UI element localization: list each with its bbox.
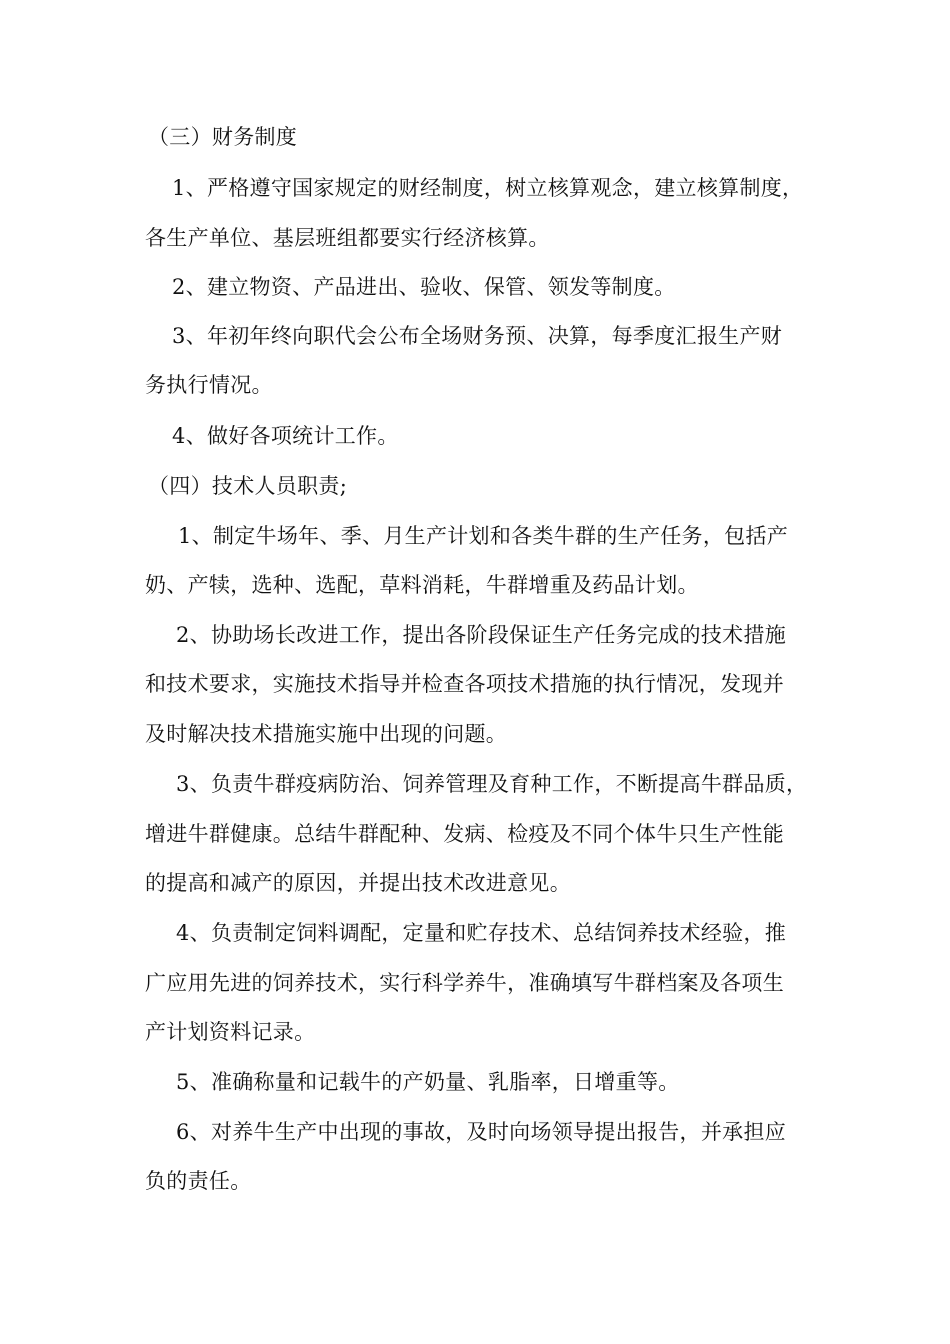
section-4-item-1-line-2: 奶、产犊，选种、选配，草料消耗，牛群增重及药品计划。: [145, 573, 699, 597]
section-4-item-4-line-1: 4、负责制定饲料调配，定量和贮存技术、总结饲养技术经验，推: [176, 921, 787, 945]
section-4-item-2-line-3: 及时解决技术措施实施中出现的问题。: [145, 722, 508, 746]
section-4-item-4-line-2: 广应用先进的饲养技术，实行科学养牛，准确填写牛群档案及各项生: [145, 971, 784, 995]
section-4-item-6-line-1: 6、对养牛生产中出现的事故，及时向场领导提出报告，并承担应: [176, 1120, 787, 1144]
section-4-item-5: 5、准确称量和记载牛的产奶量、乳脂率，日增重等。: [176, 1070, 680, 1094]
section-3-item-3-line-1: 3、年初年终向职代会公布全场财务预、决算，每季度汇报生产财: [172, 324, 783, 348]
section-4-item-2-line-1: 2、协助场长改进工作，提出各阶段保证生产任务完成的技术措施: [176, 623, 787, 647]
section-4-item-4-line-3: 产计划资料记录。: [145, 1020, 316, 1044]
section-4-item-3-line-1: 3、负责牛群疫病防治、饲养管理及育种工作，不断提高牛群品质，: [176, 772, 808, 796]
section-3-item-2: 2、建立物资、产品进出、验收、保管、领发等制度。: [172, 275, 676, 299]
section-3-item-3-line-2: 务执行情况。: [145, 373, 273, 397]
section-4-item-6-line-2: 负的责任。: [145, 1169, 252, 1193]
section-3-item-4: 4、做好各项统计工作。: [172, 424, 399, 448]
section-4-item-3-line-3: 的提高和减产的原因，并提出技术改进意见。: [145, 871, 571, 895]
section-3-item-1-line-1: 1、严格遵守国家规定的财经制度，树立核算观念，建立核算制度，: [172, 176, 804, 200]
section-4-item-1-line-1: 1、制定牛场年、季、月生产计划和各类牛群的生产任务，包括产: [178, 524, 789, 548]
section-4-heading: （四）技术人员职责;: [148, 474, 348, 498]
section-3-item-1-line-2: 各生产单位、基层班组都要实行经济核算。: [145, 226, 550, 250]
section-3-heading: （三）财务制度: [148, 125, 298, 149]
section-4-item-2-line-2: 和技术要求，实施技术指导并检查各项技术措施的执行情况，发现并: [145, 672, 784, 696]
section-4-item-3-line-2: 增进牛群健康。总结牛群配种、发病、检疫及不同个体牛只生产性能: [145, 822, 784, 846]
